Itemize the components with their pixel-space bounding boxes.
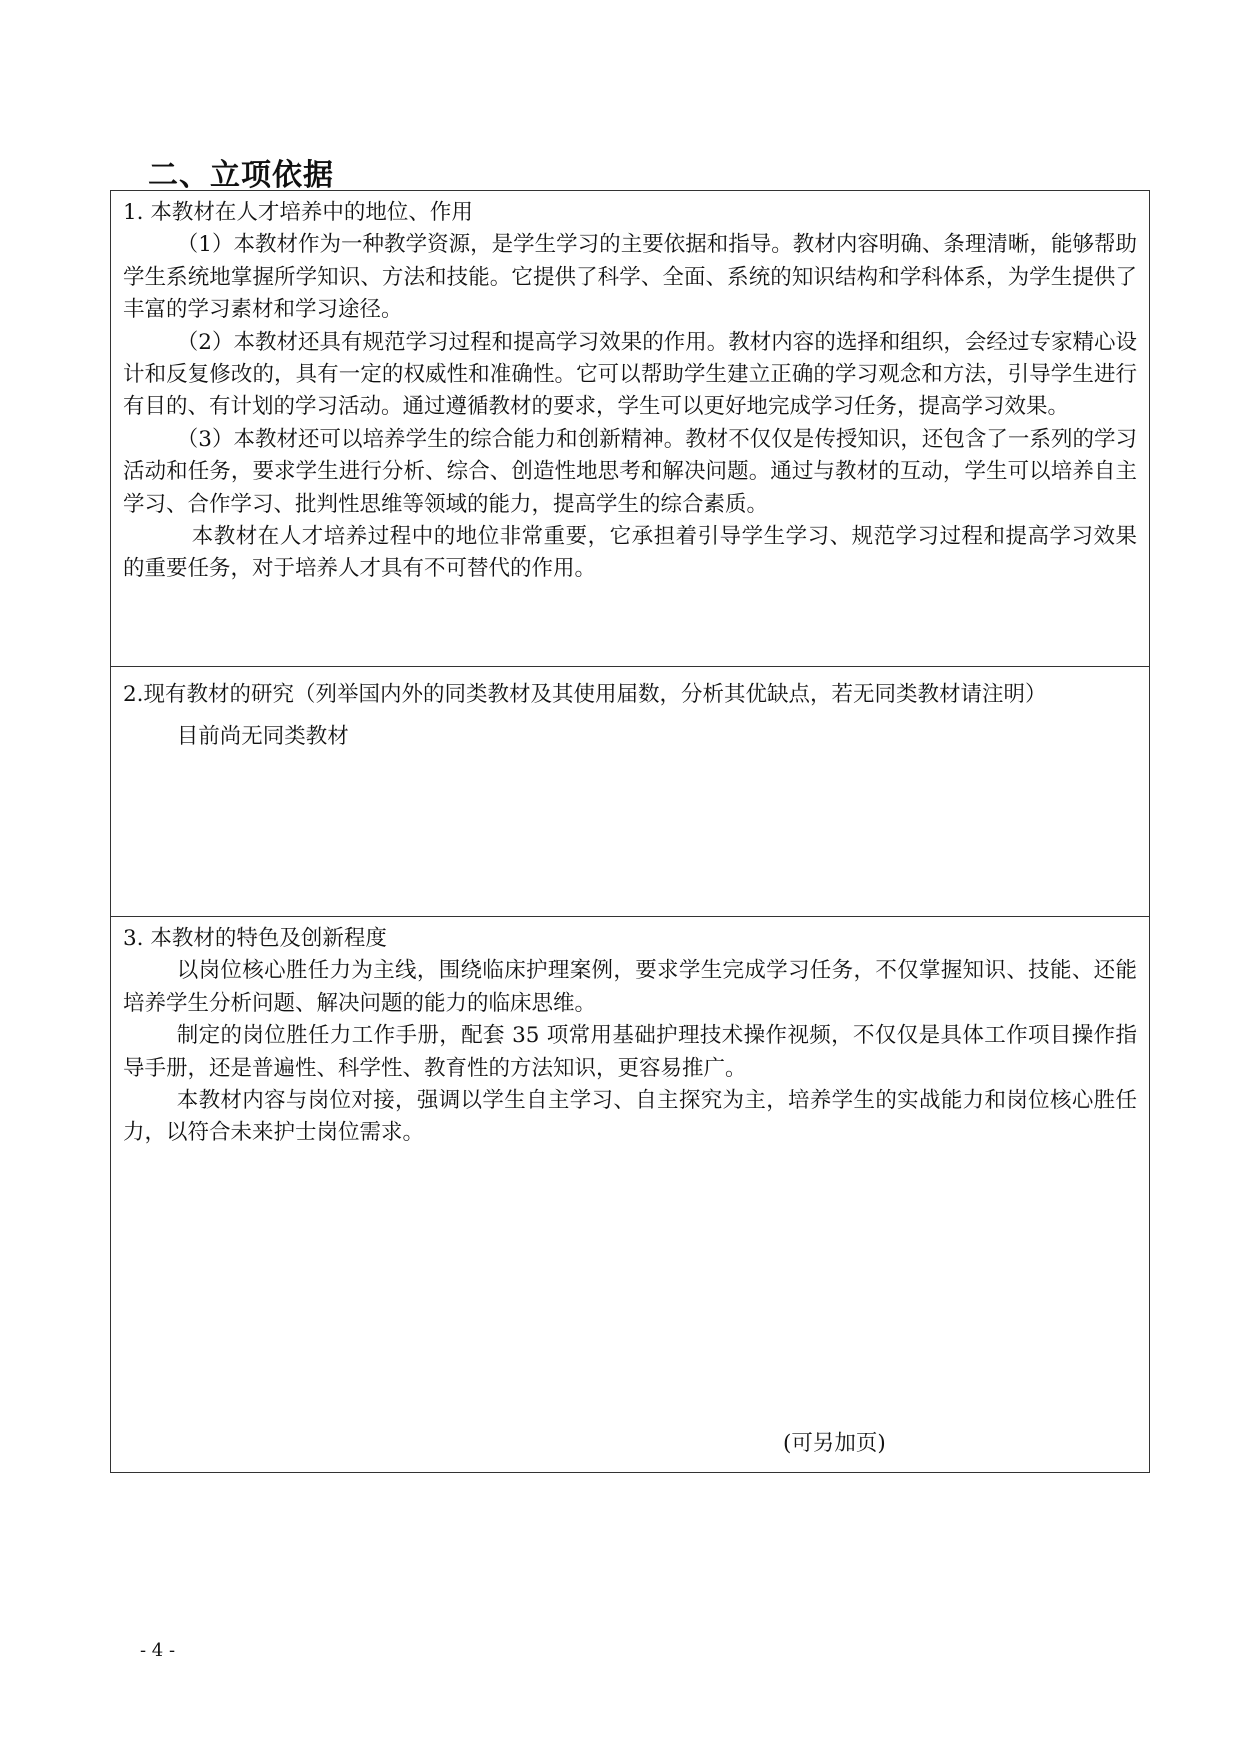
paragraph: 目前尚无同类教材 — [176, 724, 349, 749]
status-role-cell — [111, 191, 1149, 667]
features-cell — [111, 917, 1149, 1472]
additional-pages-note: (可另加页) — [783, 1430, 886, 1456]
paragraph: （3）本教材还可以培养学生的综合能力和创新精神。教材不仅仅是传授知识，还包含了一系列的学习活动和任务，要求学生进行分析、综合、创造性地思考和解决问题。通过与教材的互动，学生可以培养自主学习、合作学习、批判性思维等领域的能力，提高学生的综合素质。 — [123, 426, 1137, 517]
section-title: 二、立项依据 — [148, 158, 334, 193]
page-number: - 4 - — [140, 1640, 176, 1661]
paragraph: 以岗位核心胜任力为主线，围绕临床护理案例，要求学生完成学习任务，不仅掌握知识、技能、还能培养学生分析问题、解决问题的能力的临床思维。 — [123, 958, 1137, 1016]
cell-heading: 2.现有教材的研究（列举国内外的同类教材及其使用届数，分析其优缺点，若无同类教材请注明） — [123, 682, 1047, 707]
paragraph: （2）本教材还具有规范学习过程和提高学习效果的作用。教材内容的选择和组织，会经过专家精心设计和反复修改的，具有一定的权威性和准确性。它可以帮助学生建立正确的学习观念和方法，引导学生进行有目的、有计划的学习活动。通过遵循教材的要求，学生可以更好地完成学习任务，提高学习效果。 — [123, 329, 1137, 420]
form-table — [110, 190, 1150, 1473]
cell-heading: 1. 本教材在人才培养中的地位、作用 — [123, 200, 473, 225]
paragraph: 本教材内容与岗位对接，强调以学生自主学习、自主探究为主，培养学生的实战能力和岗位核心胜任力，以符合未来护士岗位需求。 — [123, 1088, 1137, 1146]
existing-textbook-cell — [111, 667, 1149, 917]
paragraph: 制定的岗位胜任力工作手册，配套 35 项常用基础护理技术操作视频，不仅仅是具体工作项目操作指导手册，还是普遍性、科学性、教育性的方法知识，更容易推广。 — [123, 1023, 1137, 1081]
paragraph: 本教材在人才培养过程中的地位非常重要，它承担着引导学生学习、规范学习过程和提高学习效果的重要任务，对于培养人才具有不可替代的作用。 — [123, 524, 1137, 582]
cell-heading: 3. 本教材的特色及创新程度 — [123, 926, 387, 951]
paragraph: （1）本教材作为一种教学资源，是学生学习的主要依据和指导。教材内容明确、条理清晰，能够帮助学生系统地掌握所学知识、方法和技能。它提供了科学、全面、系统的知识结构和学科体系，为学生提供了丰富的学习素材和学习途径。 — [123, 232, 1137, 323]
